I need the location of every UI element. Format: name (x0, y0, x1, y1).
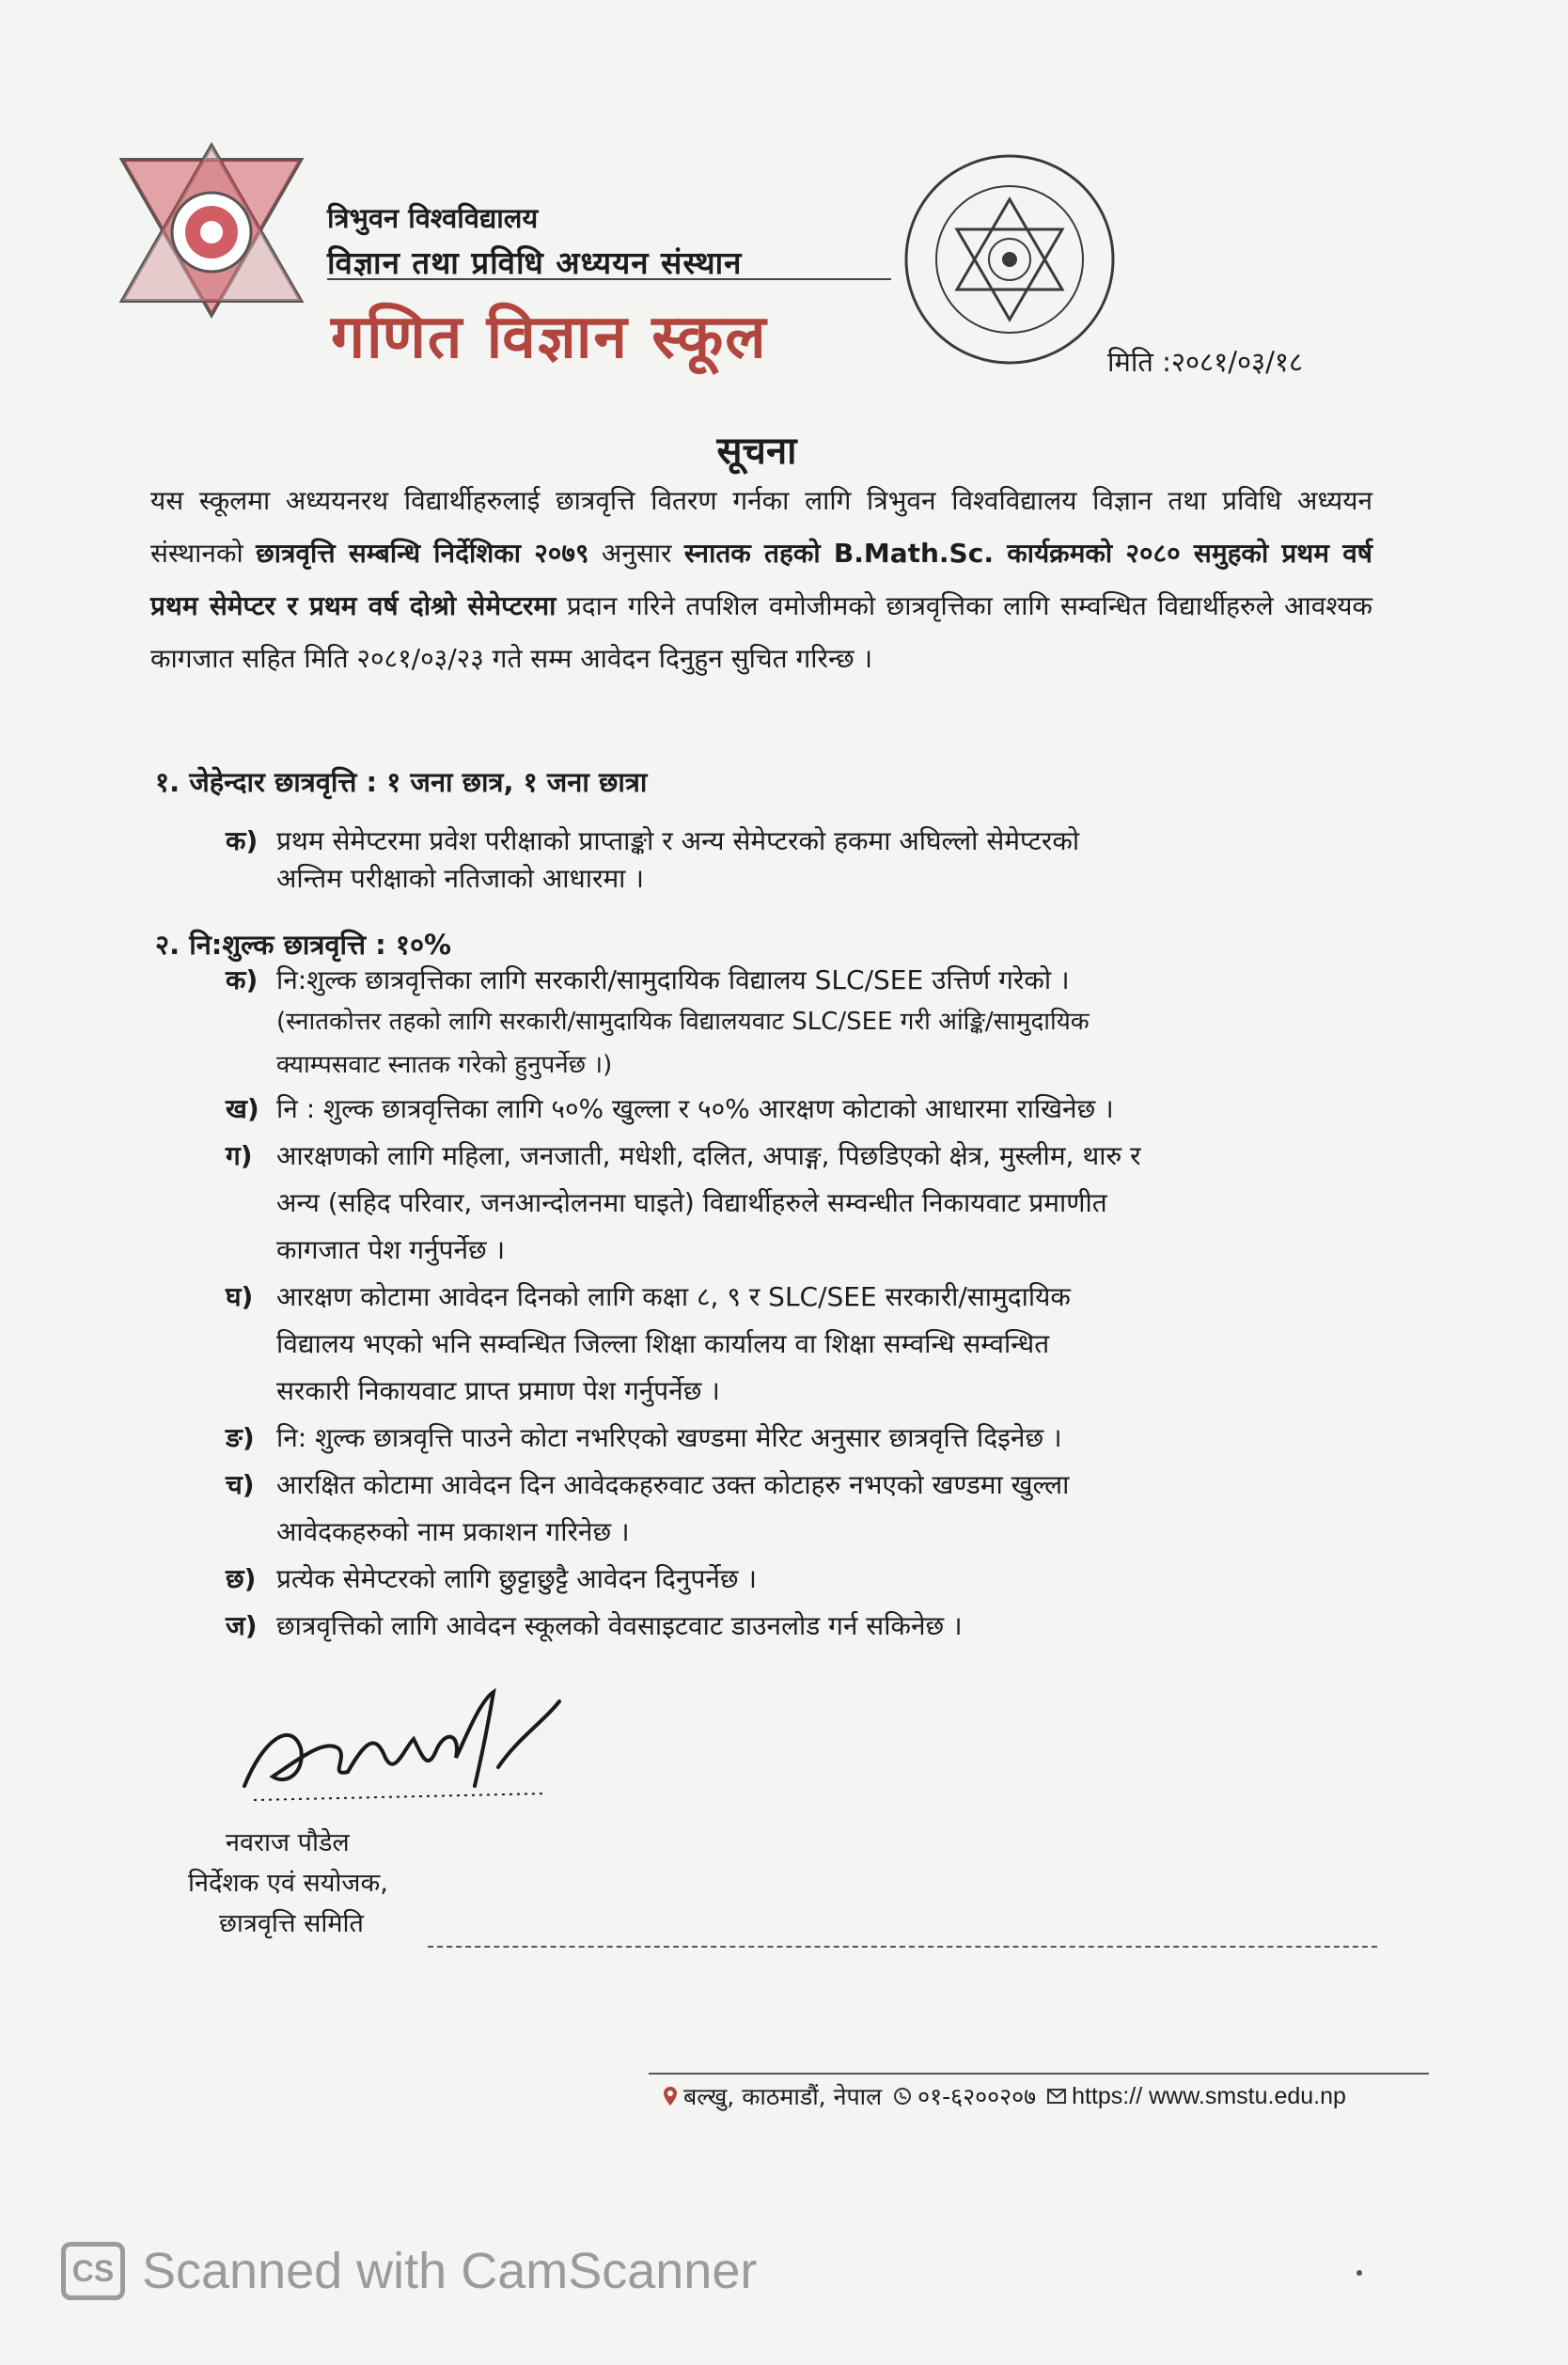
item-label: क) (226, 964, 259, 995)
item-label: घ) (226, 1281, 254, 1312)
date-value: २०८१/०३/१८ (1170, 346, 1304, 378)
university-name: त्रिभुवन विश्वविद्यालय (327, 202, 539, 234)
camscanner-watermark (61, 2242, 757, 2300)
section2-heading: २. नि:शुल्क छात्रवृत्ति : १०% (155, 929, 452, 961)
tribhuvan-university-logo (118, 141, 306, 320)
item-label: क) (226, 825, 259, 856)
item-label: च) (226, 1469, 255, 1500)
section2-item-ga-cont1: अन्य (सहिद परिवार, जनआन्दोलनमा घाइते) विद्यार्थीहरुले सम्वन्धीत निकायवाट प्रमाणीत (276, 1187, 1107, 1218)
scan-speck (1356, 2270, 1362, 2276)
signatory-title: निर्देशक एवं सयोजक, (188, 1869, 388, 1898)
item-line: आरक्षणको लागि महिला, जनजाती, मधेशी, दलित, अपाङ्ग, पिछडिएको क्षेत्र, मुस्लीम, थारु र (276, 1140, 1141, 1171)
footer-divider (649, 2073, 1429, 2075)
section2-item-ka-cont2: क्याम्पसवाट स्नातक गरेको हुनुपर्नेछ ।) (276, 1051, 613, 1079)
watermark-text: Scanned with CamScanner (142, 2243, 758, 2299)
item-line: आरक्षण कोटामा आवेदन दिनको लागि कक्षा ८, ९ र SLC/SEE सरकारी/सामुदायिक (276, 1281, 1071, 1312)
item-line: प्रत्येक सेमेप्टरको लागि छुट्टाछुट्टै आवेदन दिनुपर्नेछ । (276, 1563, 758, 1594)
section2-item-gha-cont2: सरकारी निकायवाट प्राप्त प्रमाण पेश गर्नुपर्नेछ । (276, 1375, 720, 1406)
section2-item-nga (226, 1415, 1062, 1462)
item-label: छ) (226, 1563, 257, 1594)
handwritten-signature (235, 1683, 564, 1814)
camscanner-logo-icon: CS (61, 2242, 125, 2300)
website-text: https:// www.smstu.edu.np (1072, 2082, 1346, 2109)
dashed-divider (428, 1946, 1377, 1948)
paragraph-bold-2: स्नातक तहको B.Math.Sc. कार्यक्रमको २०८० समुहको प्रथम वर्ष प्रथम सेमेप्टर र प्रथम वर्ष दोश्रो सेमेप्टरमा (150, 538, 1372, 621)
item-label: ख) (226, 1093, 259, 1124)
school-seal-stamp (901, 150, 1119, 368)
paragraph-bold-1: छात्रवृत्ति सम्बन्धि निर्देशिका २०७९ (256, 538, 589, 569)
school-name: गणित विज्ञान स्कूल (331, 302, 768, 372)
institute-name: विज्ञान तथा प्रविधि अध्ययन संस्थान (327, 244, 743, 281)
section2-item-kha (226, 1086, 1114, 1133)
paragraph-text-1: यस स्कूलमा अध्ययनरथ विद्यार्थीहरुलाई छात्रवृत्ति वितरण गर्नका लागि त्रिभुवन विश्वविद्यालय विज्ञान तथा प्रविधि अध्ययन संस्थानको (150, 485, 1372, 569)
section2-item-ka (226, 957, 1070, 1004)
item-label: ज) (226, 1610, 258, 1641)
footer-contact (663, 2080, 1346, 2112)
date-label: मिति : (1107, 346, 1171, 378)
item-line: आरक्षित कोटामा आवेदन दिन आवेदकहरुवाट उक्त कोटाहरु नभएको खण्डमा खुल्ला (276, 1469, 1070, 1500)
section2-item-cha-cont: आवेदकहरुको नाम प्रकाशन गरिनेछ । (276, 1516, 630, 1547)
notice-paragraph (150, 475, 1372, 685)
phone-icon (893, 2087, 912, 2106)
signatory-committee: छात्रवृत्ति समिति (219, 1909, 364, 1938)
section2-item-ga (226, 1133, 1141, 1180)
address-item (663, 2080, 882, 2112)
item-label: ग) (226, 1140, 253, 1171)
section2-item-ga-cont2: कागजात पेश गर्नुपर्नेछ । (276, 1234, 506, 1265)
item-line: नि: शुल्क छात्रवृत्ति पाउने कोटा नभरिएको खण्डमा मेरिट अनुसार छात्रवृत्ति दिइनेछ । (276, 1422, 1062, 1453)
address-text: बल्खु, काठमाडौं, नेपाल (683, 2083, 883, 2110)
notice-date (1107, 343, 1303, 380)
item-line: प्रथम सेमेप्टरमा प्रवेश परीक्षाको प्राप्ताङ्को र अन्य सेमेप्टरको हकमा अघिल्लो सेमेप्टरको (276, 825, 1080, 856)
website-item (1047, 2083, 1346, 2110)
location-pin-icon (663, 2086, 678, 2107)
header-divider (327, 278, 891, 280)
paragraph-text-3: प्रदान गरिने तपशिल वमोजीमको छात्रवृत्तिका लागि सम्वन्धित विद्यार्थीहरुले आवश्यक कागजात सहित मिति २०८१/०३/२३ गते सम्म आवेदन दिनुहुन सुचित गरिन्छ । (150, 590, 1372, 674)
item-line: छात्रवृत्तिको लागि आवेदन स्कूलको वेवसाइटवाट डाउनलोड गर्न सकिनेछ । (276, 1610, 963, 1641)
section2-item-cha (226, 1462, 1069, 1509)
section2-item-chha (226, 1556, 757, 1603)
notice-title: सूचना (716, 430, 797, 473)
phone-text: ०१-६२००२०७ (917, 2083, 1037, 2110)
section2-item-ka-cont1: (स्नातकोत्तर तहको लागि सरकारी/सामुदायिक विद्यालयवाट SLC/SEE गरी आंङ्कि/सामुदायिक (276, 1008, 1090, 1036)
section1-item-cont: अन्तिम परीक्षाको नतिजाको आधारमा । (276, 863, 644, 894)
section2-item-gha-cont1: विद्यालय भएको भनि सम्वन्धित जिल्ला शिक्षा कार्यालय वा शिक्षा सम्वन्धि सम्वन्धित (276, 1328, 1050, 1359)
section2-item-ja (226, 1603, 963, 1650)
section2-item-gha (226, 1274, 1071, 1321)
signatory-name: नवराज पौडेल (226, 1828, 350, 1857)
mail-icon (1047, 2089, 1066, 2104)
item-line: नि : शुल्क छात्रवृत्तिका लागि ५०% खुल्ला र ५०% आरक्षण कोटाको आधारमा राखिनेछ । (276, 1093, 1114, 1124)
paragraph-text-2: अनुसार (601, 538, 672, 569)
item-line: नि:शुल्क छात्रवृत्तिका लागि सरकारी/सामुदायिक विद्यालय SLC/SEE उत्तिर्ण गरेको । (276, 964, 1070, 995)
item-label: ङ) (226, 1422, 255, 1453)
section1-heading: १. जेहेन्दार छात्रवृत्ति : १ जना छात्र, १ जना छात्रा (155, 766, 648, 798)
phone-item (893, 2080, 1036, 2112)
